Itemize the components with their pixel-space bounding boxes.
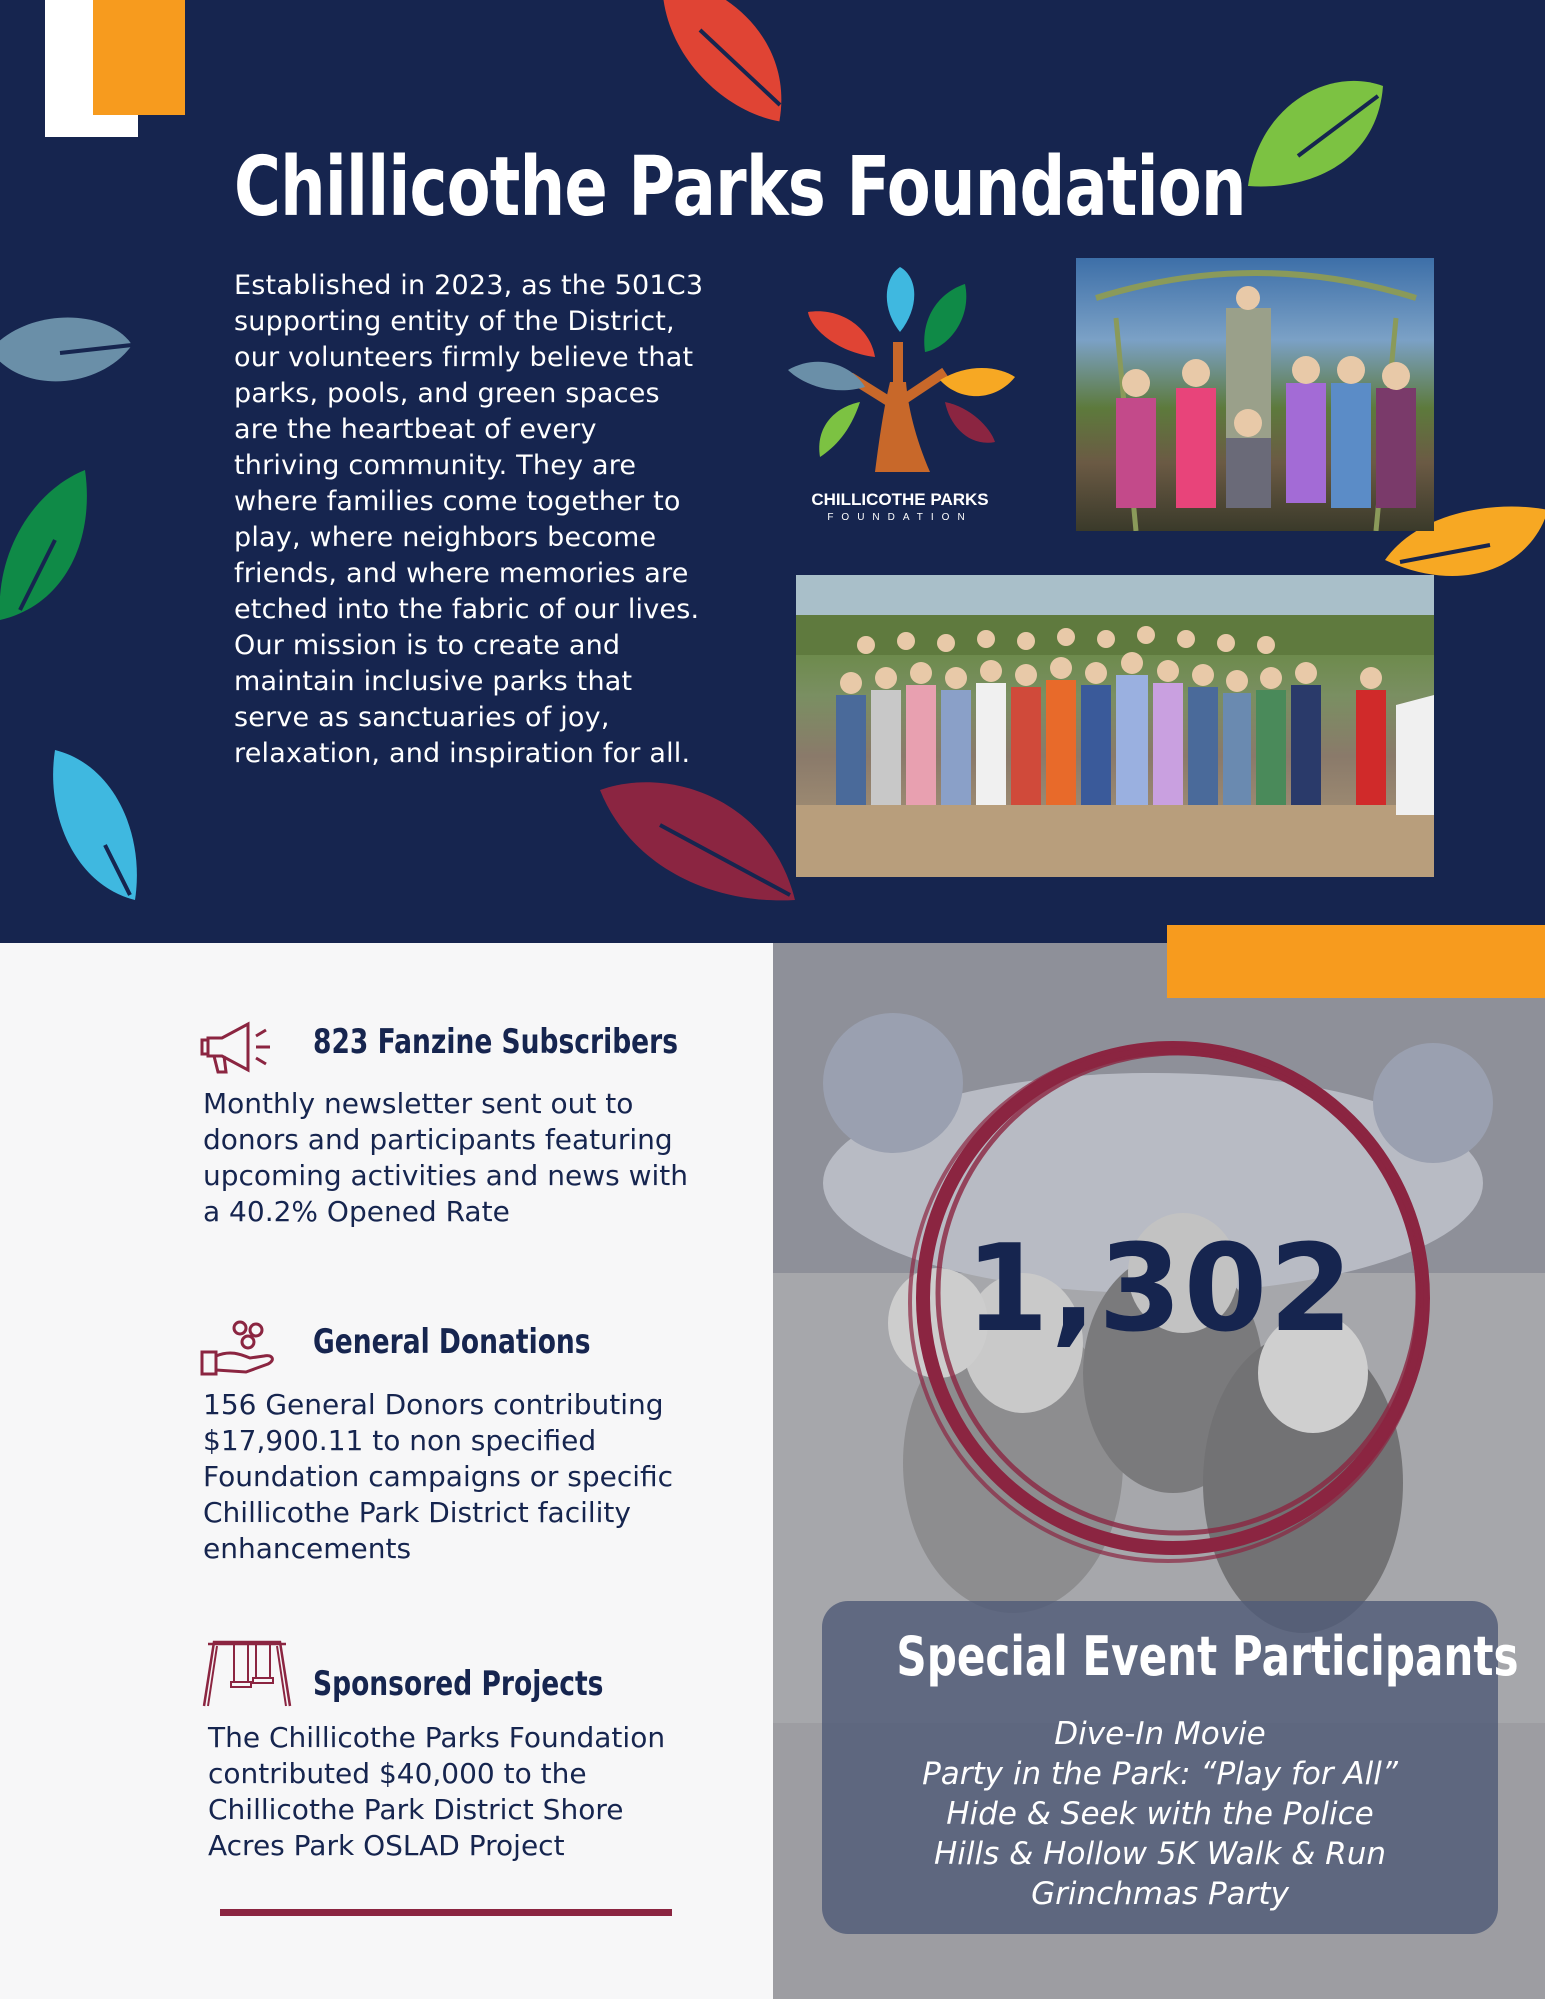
stat-heading: General Donations	[313, 1322, 591, 1362]
donation-hand-icon	[200, 1316, 280, 1378]
megaphone-icon	[200, 1018, 272, 1078]
stat-body: Monthly newsletter sent out to donors and participants featuring upcoming activities and news with a 40.2% Opened Rate	[203, 1087, 688, 1228]
swing-set-icon	[200, 1638, 294, 1708]
stat-heading: 823 Fanzine Subscribers	[313, 1022, 679, 1062]
leaf-maroon-icon	[600, 770, 800, 910]
special-events-card	[822, 1601, 1519, 1934]
page-title: Chillicothe Parks Foundation	[234, 140, 1246, 235]
leaf-red-icon	[640, 0, 800, 130]
intro-paragraph: Established in 2023, as the 501C3 supporting entity of the District, our volunteers firmly believe that parks, pools, and green spaces are the heartbeat of every thriving community. They are where families come together to play, where neighbors become friends, and where memories are etched into the fabric of our lives. Our mission is to create and maintain inclusive parks that serve as sanctuaries of joy, relaxation, and inspiration for all.	[234, 270, 704, 769]
leaf-green-icon	[1238, 66, 1388, 196]
stat-subscribers	[200, 1018, 720, 1278]
leaf-darkgreen-icon	[0, 470, 95, 630]
divider-rule	[220, 1909, 672, 1916]
header-section	[0, 0, 1545, 943]
stat-body: 156 General Donors contributing $17,900.11 to non specified Foundation campaigns or specific Chillicothe Park District facility enhancements	[203, 1388, 674, 1565]
special-events-title: Special Event Participants	[896, 1625, 1519, 1688]
group-event-photo	[796, 575, 1434, 877]
event-item: Grinchmas Party	[1031, 1876, 1289, 1912]
event-item: Party in the Park: “Play for All”	[922, 1756, 1398, 1792]
stat-sponsored	[200, 1638, 720, 1898]
foundation-logo	[780, 262, 1020, 532]
tree-logo-icon	[780, 262, 1020, 492]
stat-heading: Sponsored Projects	[313, 1664, 604, 1704]
logo-subtitle: FOUNDATION	[827, 512, 973, 523]
event-item: Hills & Hollow 5K Walk & Run	[934, 1836, 1386, 1872]
orange-accent-bar	[1167, 925, 1545, 998]
playground-volunteers-photo	[1076, 258, 1434, 531]
corner-block-orange	[93, 0, 185, 115]
logo-name: CHILLICOTHE PARKS	[811, 490, 989, 509]
event-item: Hide & Seek with the Police	[946, 1796, 1374, 1832]
participant-count: 1,302	[965, 1220, 1355, 1359]
special-events-list	[822, 1714, 1498, 1914]
stat-body: The Chillicothe Parks Foundation contributed $40,000 to the Chillicothe Park District Shore Acres Park OSLAD Project	[208, 1721, 666, 1862]
leaf-teal-icon	[0, 305, 140, 395]
leaf-cyan-icon	[45, 745, 145, 905]
event-item: Dive-In Movie	[1054, 1716, 1266, 1752]
stat-donations	[200, 1316, 720, 1576]
